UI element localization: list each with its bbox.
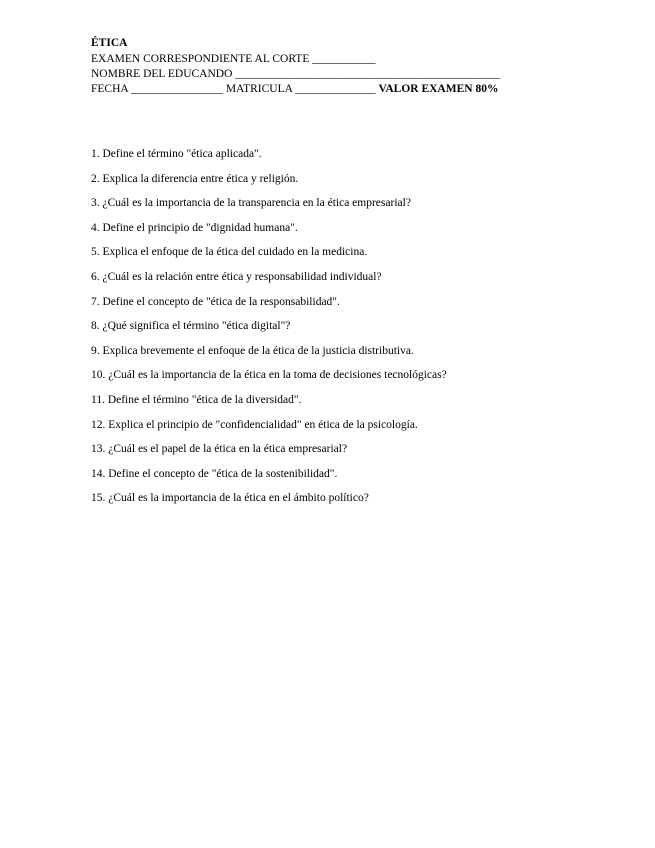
question-item: 12. Explica el principio de "confidencialidad" en ética de la psicología. bbox=[91, 418, 418, 431]
question-list bbox=[91, 147, 611, 516]
question-item: 3. ¿Cuál es la importancia de la transparencia en la ética empresarial? bbox=[91, 197, 411, 210]
question-item: 9. Explica brevemente el enfoque de la ética de la justicia distributiva. bbox=[91, 344, 414, 357]
exam-value-label: VALOR EXAMEN 80% bbox=[378, 83, 499, 95]
question-item: 8. ¿Qué significa el término "ética digital"? bbox=[91, 320, 291, 333]
student-name-line: NOMBRE DEL EDUCANDO ______________________________________________ bbox=[91, 68, 500, 80]
question-item: 13. ¿Cuál es el papel de la ética en la ética empresarial? bbox=[91, 443, 348, 456]
date-enrollment-label: FECHA ________________ MATRICULA ______________ bbox=[91, 83, 379, 95]
question-item: 15. ¿Cuál es la importancia de la ética en el ámbito político? bbox=[91, 492, 369, 505]
question-item: 7. Define el concepto de "ética de la responsabilidad". bbox=[91, 295, 340, 308]
question-item: 4. Define el principio de "dignidad humana". bbox=[91, 221, 298, 234]
question-item: 11. Define el término "ética de la diversidad". bbox=[91, 393, 302, 406]
question-item: 2. Explica la diferencia entre ética y religión. bbox=[91, 172, 299, 185]
date-enrollment-line bbox=[91, 82, 581, 97]
question-item: 6. ¿Cuál es la relación entre ética y responsabilidad individual? bbox=[91, 270, 382, 283]
question-item: 14. Define el concepto de "ética de la sostenibilidad". bbox=[91, 467, 338, 480]
question-item: 1. Define el término "ética aplicada". bbox=[91, 148, 262, 160]
question-item: 10. ¿Cuál es la importancia de la ética en la toma de decisiones tecnológicas? bbox=[91, 369, 447, 382]
question-item: 5. Explica el enfoque de la ética del cuidado en la medicina. bbox=[91, 246, 368, 259]
subject-title: ÉTICA bbox=[91, 37, 128, 49]
exam-header bbox=[91, 36, 581, 97]
exam-cut-line: EXAMEN CORRESPONDIENTE AL CORTE ___________ bbox=[91, 53, 376, 65]
